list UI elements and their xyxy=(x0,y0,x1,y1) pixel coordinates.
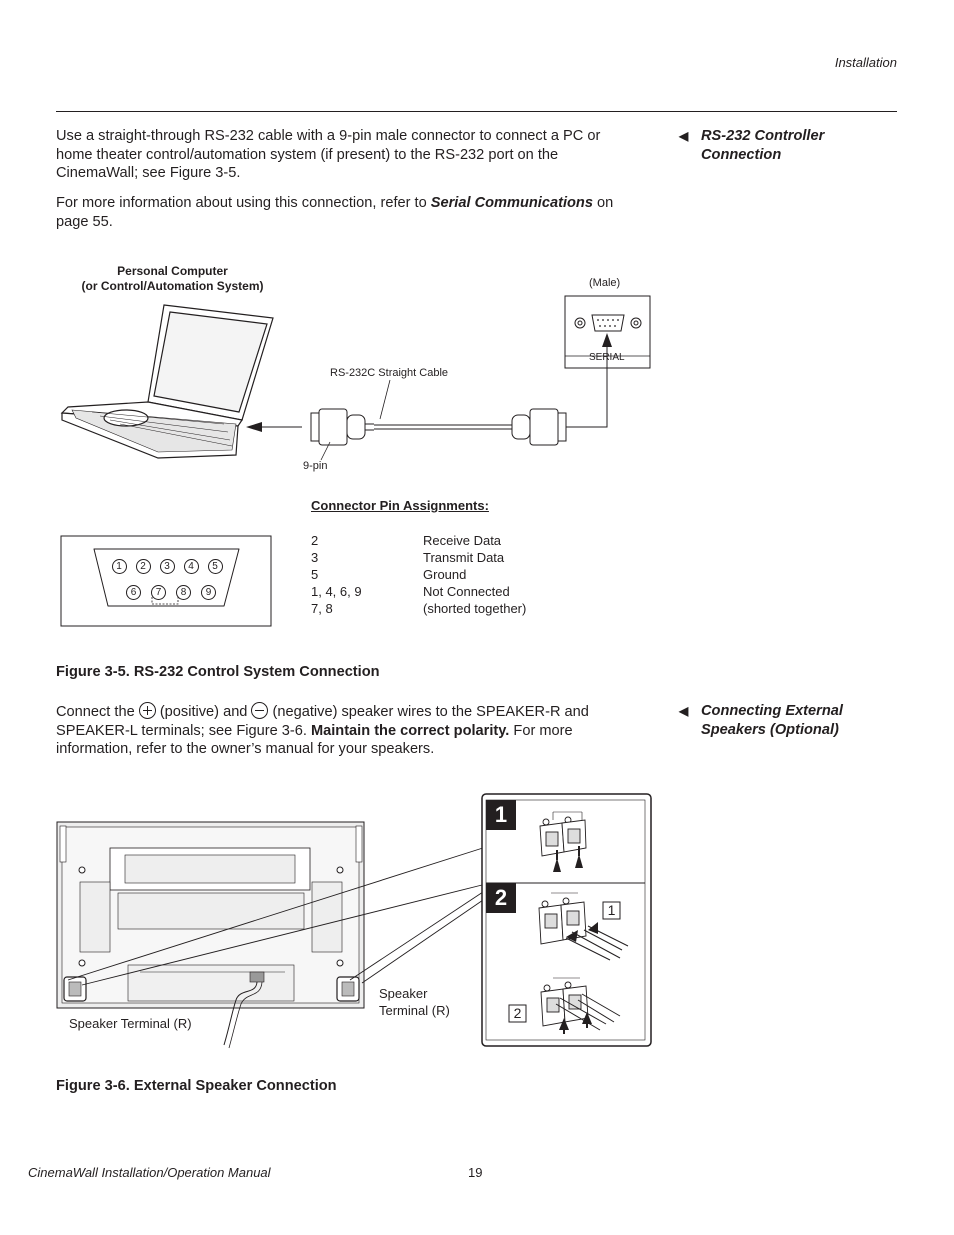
rs232-p1-line2: home theater control/automation system (if present) to the RS-232 port on the xyxy=(56,146,559,163)
rs232-p1-line3: CinemaWall; see Figure 3-5. xyxy=(56,165,241,182)
section-arrow-icon: ◀ xyxy=(679,704,689,718)
pin-circle-icon: 8 xyxy=(176,585,191,600)
substep-1-label: 1 xyxy=(607,902,616,918)
pin-function: Ground xyxy=(423,567,467,582)
serial-label: SERIAL xyxy=(589,352,625,363)
speakers-line1-b: (positive) and xyxy=(155,704,252,720)
speakers-line3: information, refer to the owner’s manual for your speakers. xyxy=(56,741,435,758)
pin-circle-icon: 9 xyxy=(201,585,216,600)
pin-circle-icon: 3 xyxy=(160,559,175,574)
speakers-line2-a: SPEAKER-L terminals; see Figure 3-6. xyxy=(56,722,311,739)
pin-function: Transmit Data xyxy=(423,550,505,565)
step-2-label: 2 xyxy=(494,885,508,910)
rs232-heading-line1: RS-232 Controller xyxy=(701,128,825,144)
speakers-line1-c: (negative) speaker wires to the SPEAKER-R and xyxy=(268,704,589,720)
pin-function: Receive Data xyxy=(423,533,502,548)
rs232-p1-line1: Use a straight-through RS-232 cable with a 9-pin male connector to connect a PC or xyxy=(56,128,601,144)
pin-circle-icon: 4 xyxy=(184,559,199,574)
speakers-line1-a: Connect the xyxy=(56,704,139,720)
nine-pin-label: 9-pin xyxy=(303,460,328,472)
pin-function: Not Connected xyxy=(423,584,510,599)
pin-number: 5 xyxy=(311,567,319,582)
pin-number: 2 xyxy=(311,533,319,548)
right-terminal-line1: Speaker xyxy=(379,986,428,1001)
page-number: 19 xyxy=(468,1165,483,1180)
pc-label-line1: Personal Computer xyxy=(117,264,228,278)
figure-3-6-caption: Figure 3-6. External Speaker Connection xyxy=(56,1078,337,1094)
speakers-line2-c: For more xyxy=(509,722,573,739)
pin-circle-icon: 1 xyxy=(112,559,127,574)
male-label: (Male) xyxy=(589,277,621,289)
pin-function: (shorted together) xyxy=(423,601,527,616)
pin-circle-icon: 2 xyxy=(136,559,151,574)
rs232-p2-pre: For more information about using this connection, refer to xyxy=(56,195,431,211)
step-1-label: 1 xyxy=(494,802,508,827)
rs232-p2-line2: page 55. xyxy=(56,213,113,230)
pin-number: 3 xyxy=(311,550,319,565)
left-terminal-label: Speaker Terminal (R) xyxy=(69,1016,192,1031)
cable-label: RS-232C Straight Cable xyxy=(330,367,449,379)
serial-communications-link[interactable]: Serial Communications xyxy=(430,195,593,211)
running-header: Installation xyxy=(834,55,897,70)
rs232-p2-post: on xyxy=(592,195,614,211)
pin-assignments-title: Connector Pin Assignments: xyxy=(311,498,489,513)
right-terminal-line2: Terminal (R) xyxy=(379,1003,450,1018)
pc-label-line2: (or Control/Automation System) xyxy=(81,279,264,293)
section-arrow-icon: ◀ xyxy=(679,129,689,143)
figure-3-5-caption: Figure 3-5. RS-232 Control System Connection xyxy=(56,664,380,680)
pin-number: 7, 8 xyxy=(311,601,333,616)
pin-circle-icon: 7 xyxy=(151,585,166,600)
speakers-heading-line2: Speakers (Optional) xyxy=(701,721,839,738)
substep-2-label: 2 xyxy=(513,1005,522,1021)
right-terminal-label xyxy=(379,985,450,1019)
pin-circle-icon: 5 xyxy=(208,559,223,574)
footer-manual-title: CinemaWall Installation/Operation Manual xyxy=(28,1165,271,1180)
polarity-warning: Maintain the correct polarity. xyxy=(310,722,510,739)
pin-number: 1, 4, 6, 9 xyxy=(311,584,362,599)
speakers-heading-line1: Connecting External xyxy=(701,703,843,719)
rs232-heading-line2: Connection xyxy=(701,146,782,163)
pin-circle-icon: 6 xyxy=(126,585,141,600)
